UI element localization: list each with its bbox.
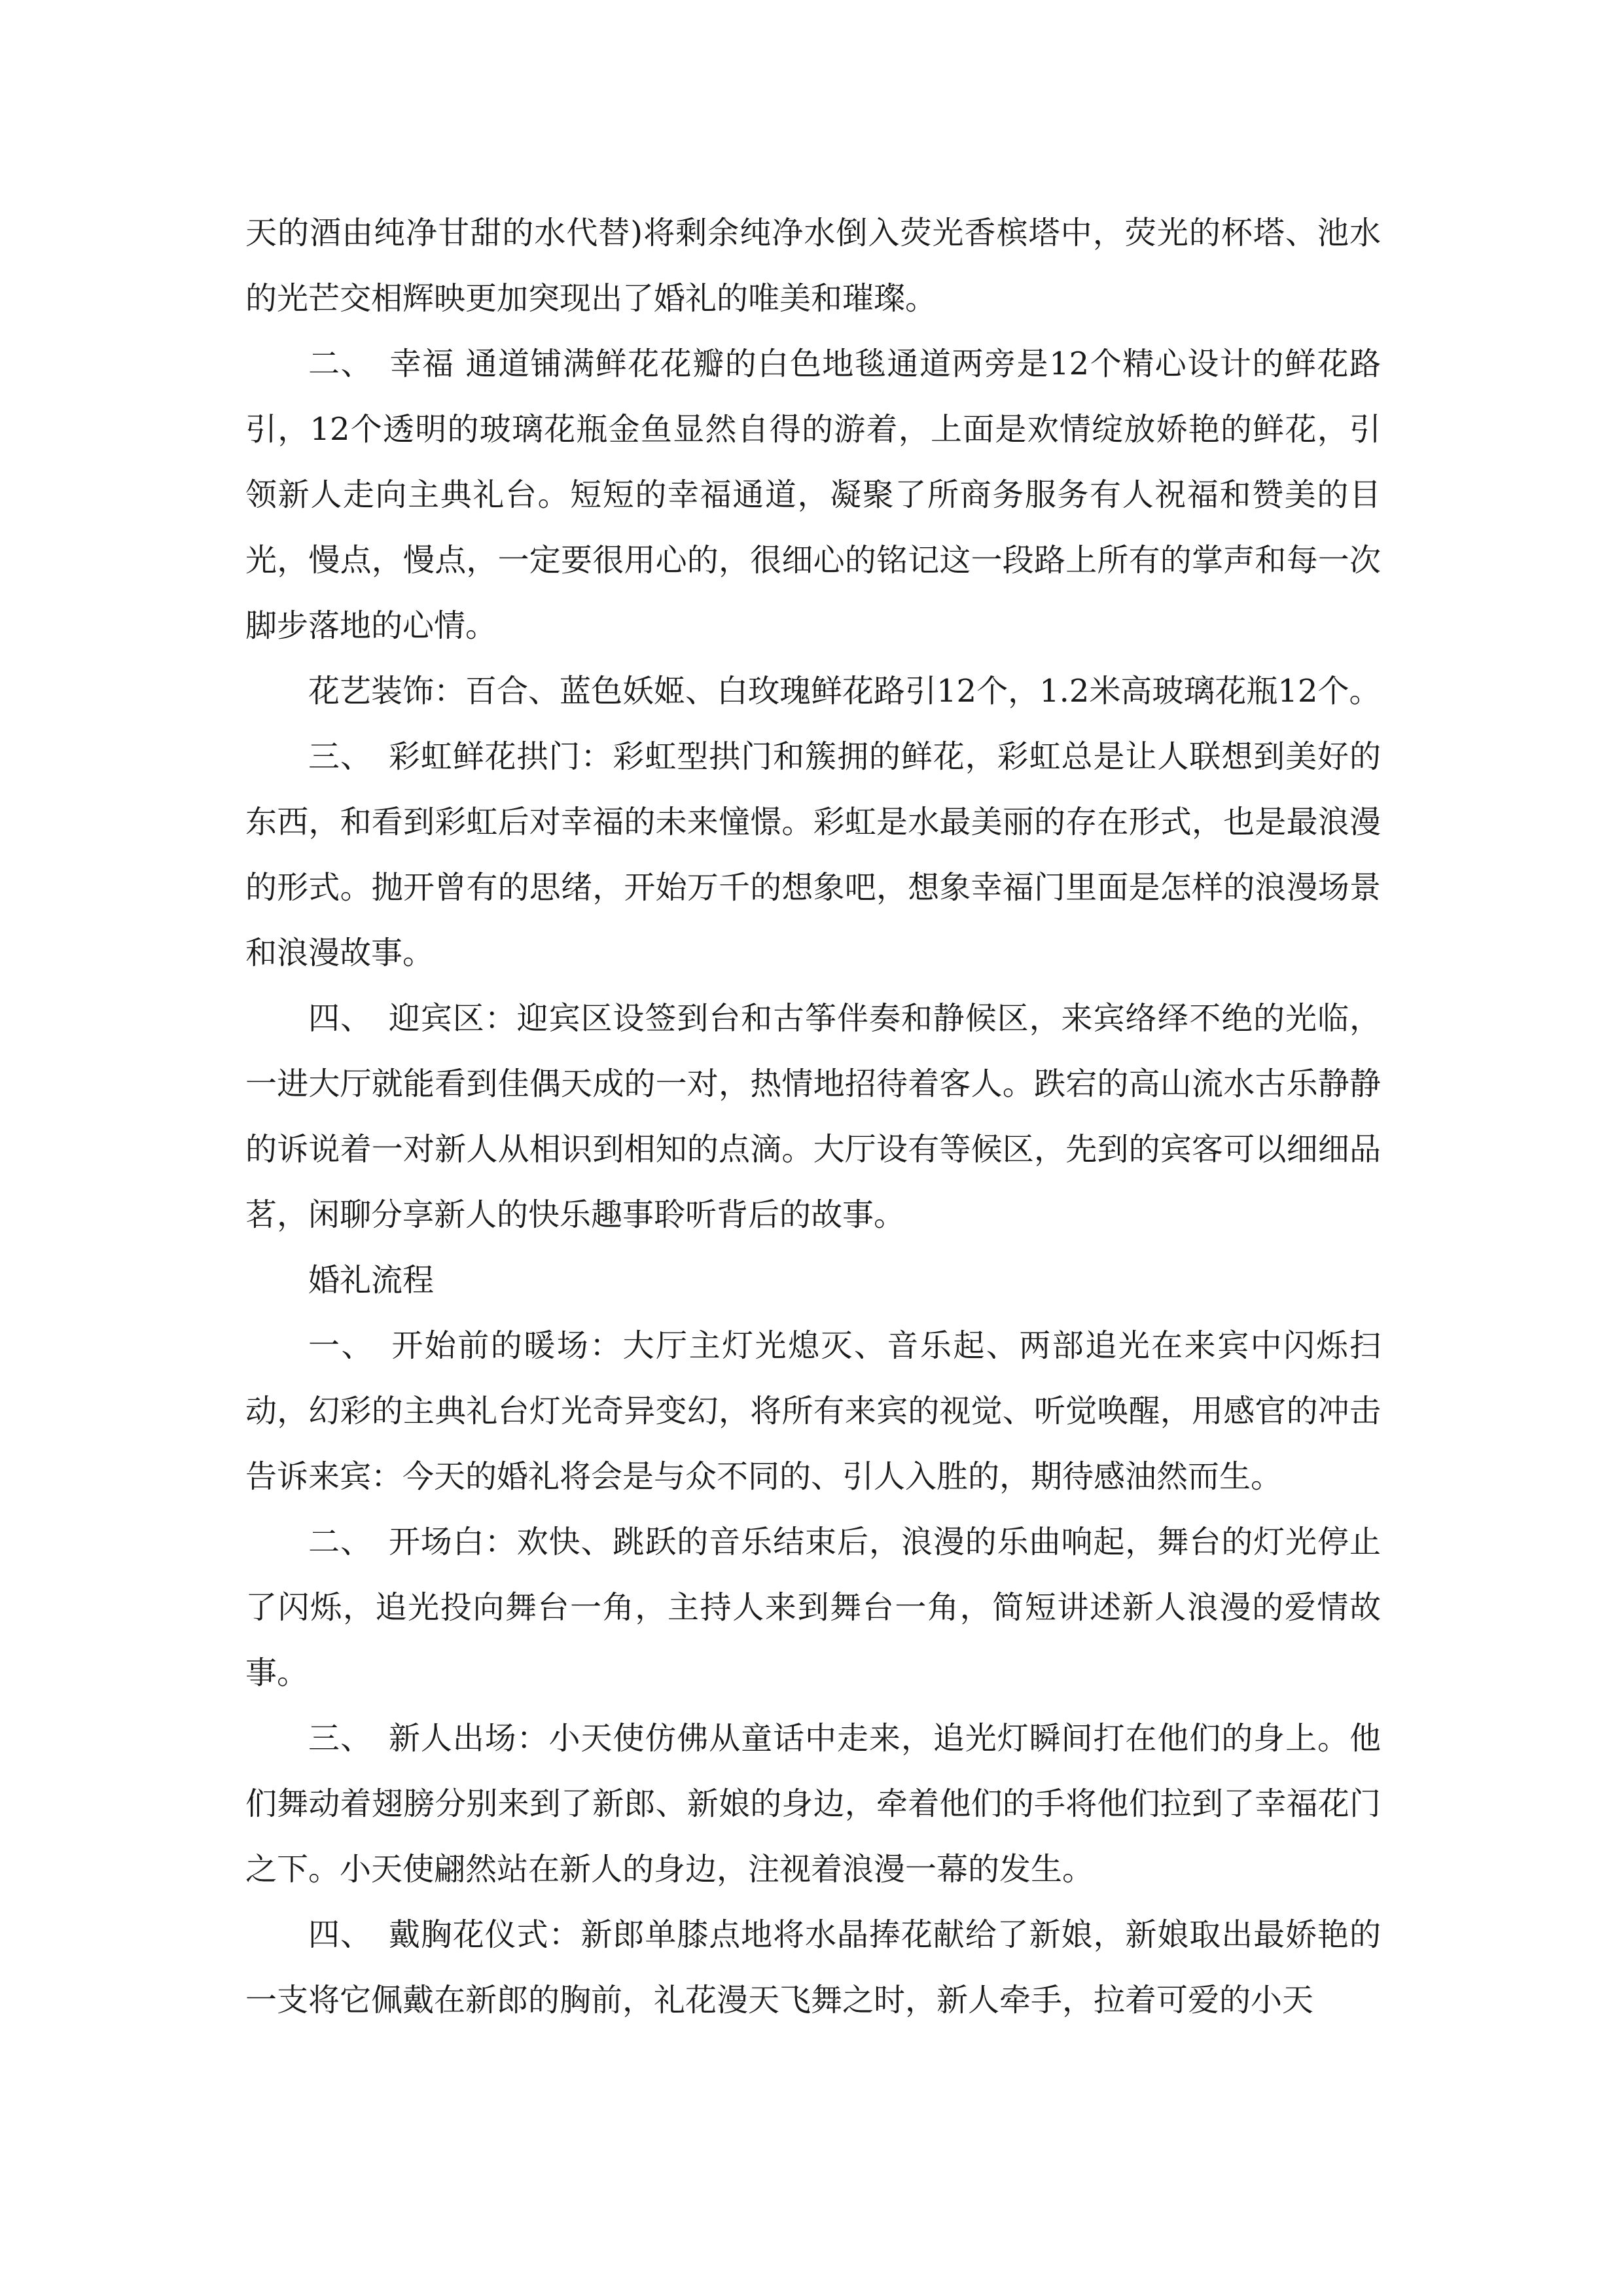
- paragraph-rainbow-arch: 三、 彩虹鲜花拱门：彩虹型拱门和簇拥的鲜花，彩虹总是让人联想到美好的东西，和看到彩虹后对幸福的未来憧憬。彩虹是水最美丽的存在形式，也是最浪漫的形式。抛开曾有的思绪，开始万千的想象吧，想象幸福门里面是怎样的浪漫场景和浪漫故事。: [245, 738, 1381, 971]
- paragraph-couple-entrance: 三、 新人出场：小天使仿佛从童话中走来，追光灯瞬间打在他们的身上。他们舞动着翅膀分别来到了新郎、新娘的身边，牵着他们的手将他们拉到了幸福花门之下。小天使翩然站在新人的身边，注视着浪漫一幕的发生。: [245, 1720, 1381, 1888]
- document-body: [245, 200, 1381, 2033]
- section-heading-wedding-process: 婚礼流程: [308, 1262, 435, 1299]
- paragraph-corsage-ceremony: 四、 戴胸花仪式：新郎单膝点地将水晶捧花献给了新娘，新娘取出最娇艳的一支将它佩戴在新郎的胸前，礼花漫天飞舞之时，新人牵手，拉着可爱的小天: [245, 1916, 1381, 2018]
- paragraph-happiness-aisle: 二、 幸福 通道铺满鲜花花瓣的白色地毯通道两旁是12个精心设计的鲜花路引，12个透明的玻璃花瓶金鱼显然自得的游着，上面是欢情绽放娇艳的鲜花，引领新人走向主典礼台。短短的幸福通道，凝聚了所商务服务有人祝福和赞美的目光，慢点，慢点，一定要很用心的，很细心的铭记这一段路上所有的掌声和每一次脚步落地的心情。: [245, 346, 1381, 644]
- paragraph-continuation: 天的酒由纯净甘甜的水代替)将剩余纯净水倒入荧光香槟塔中，荧光的杯塔、池水的光芒交相辉映更加突现出了婚礼的唯美和璀璨。: [245, 215, 1381, 317]
- paragraph-opening-remarks: 二、 开场白：欢快、跳跃的音乐结束后，浪漫的乐曲响起，舞台的灯光停止了闪烁，追光投向舞台一角，主持人来到舞台一角，简短讲述新人浪漫的爱情故事。: [245, 1524, 1381, 1691]
- paragraph-warm-up: 一、 开始前的暖场：大厅主灯光熄灭、音乐起、两部追光在来宾中闪烁扫动，幻彩的主典礼台灯光奇异变幻，将所有来宾的视觉、听觉唤醒，用感官的冲击告诉来宾：今天的婚礼将会是与众不同的、引人入胜的，期待感油然而生。: [245, 1327, 1381, 1495]
- paragraph-reception-area: 四、 迎宾区：迎宾区设签到台和古筝伴奏和静候区，来宾络绎不绝的光临，一进大厅就能看到佳偶天成的一对，热情地招待着客人。跌宕的高山流水古乐静静的诉说着一对新人从相识到相知的点滴。大厅设有等候区，先到的宾客可以细细品茗，闲聊分享新人的快乐趣事聆听背后的故事。: [245, 1000, 1381, 1233]
- paragraph-floral-decoration: 花艺装饰：百合、蓝色妖姬、白玫瑰鲜花路引12个，1.2米高玻璃花瓶12个。: [308, 673, 1381, 709]
